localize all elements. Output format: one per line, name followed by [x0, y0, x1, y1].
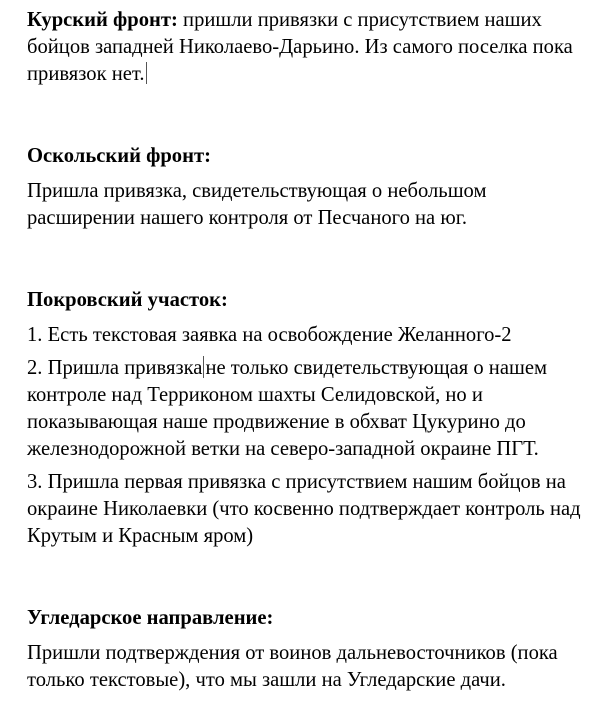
- pokrovsk-item-2-start: 2. Пришла привязка: [27, 357, 203, 379]
- oskol-title: Оскольский фронт:: [27, 145, 211, 167]
- ugledar-text: Пришли подтверждения от воинов дальневосточников (пока только текстовые), что мы зашли на Угледарские дачи.: [27, 642, 558, 691]
- document-body: [27, 7, 599, 694]
- pokrovsk-item-1: 1. Есть текстовая заявка на освобождение Желанного-2: [27, 324, 512, 346]
- pokrovsk-item-2: [27, 355, 599, 463]
- pokrovsk-title: Покровский участок:: [27, 289, 228, 311]
- kursk-title: Курский фронт:: [27, 9, 178, 31]
- kursk-text: пришли привязки с присутствием наших бойцов западней Николаево-Дарьино. Из самого поселка пока привязок нет.: [27, 9, 573, 85]
- ugledar-title: Угледарское направление:: [27, 607, 274, 629]
- pokrovsk-item-2-rest: не только свидетельствующая о нашем контроле над Терриконом шахты Селидовской, но и показывающая наше продвижение в обхват Цукурино до железнодорожной ветки на северо-западной окраине ПГТ.: [27, 357, 547, 460]
- oskol-text: Пришла привязка, свидетельствующая о небольшом расширении нашего контроля от Песчаного на юг.: [27, 180, 487, 229]
- kursk-paragraph: [27, 7, 599, 88]
- pokrovsk-item-3: 3. Пришла первая привязка с присутствием нашим бойцов на окраине Николаевки (что косвенно подтверждает контроль над Крутым и Красным яром): [27, 471, 581, 547]
- text-cursor: [146, 62, 147, 84]
